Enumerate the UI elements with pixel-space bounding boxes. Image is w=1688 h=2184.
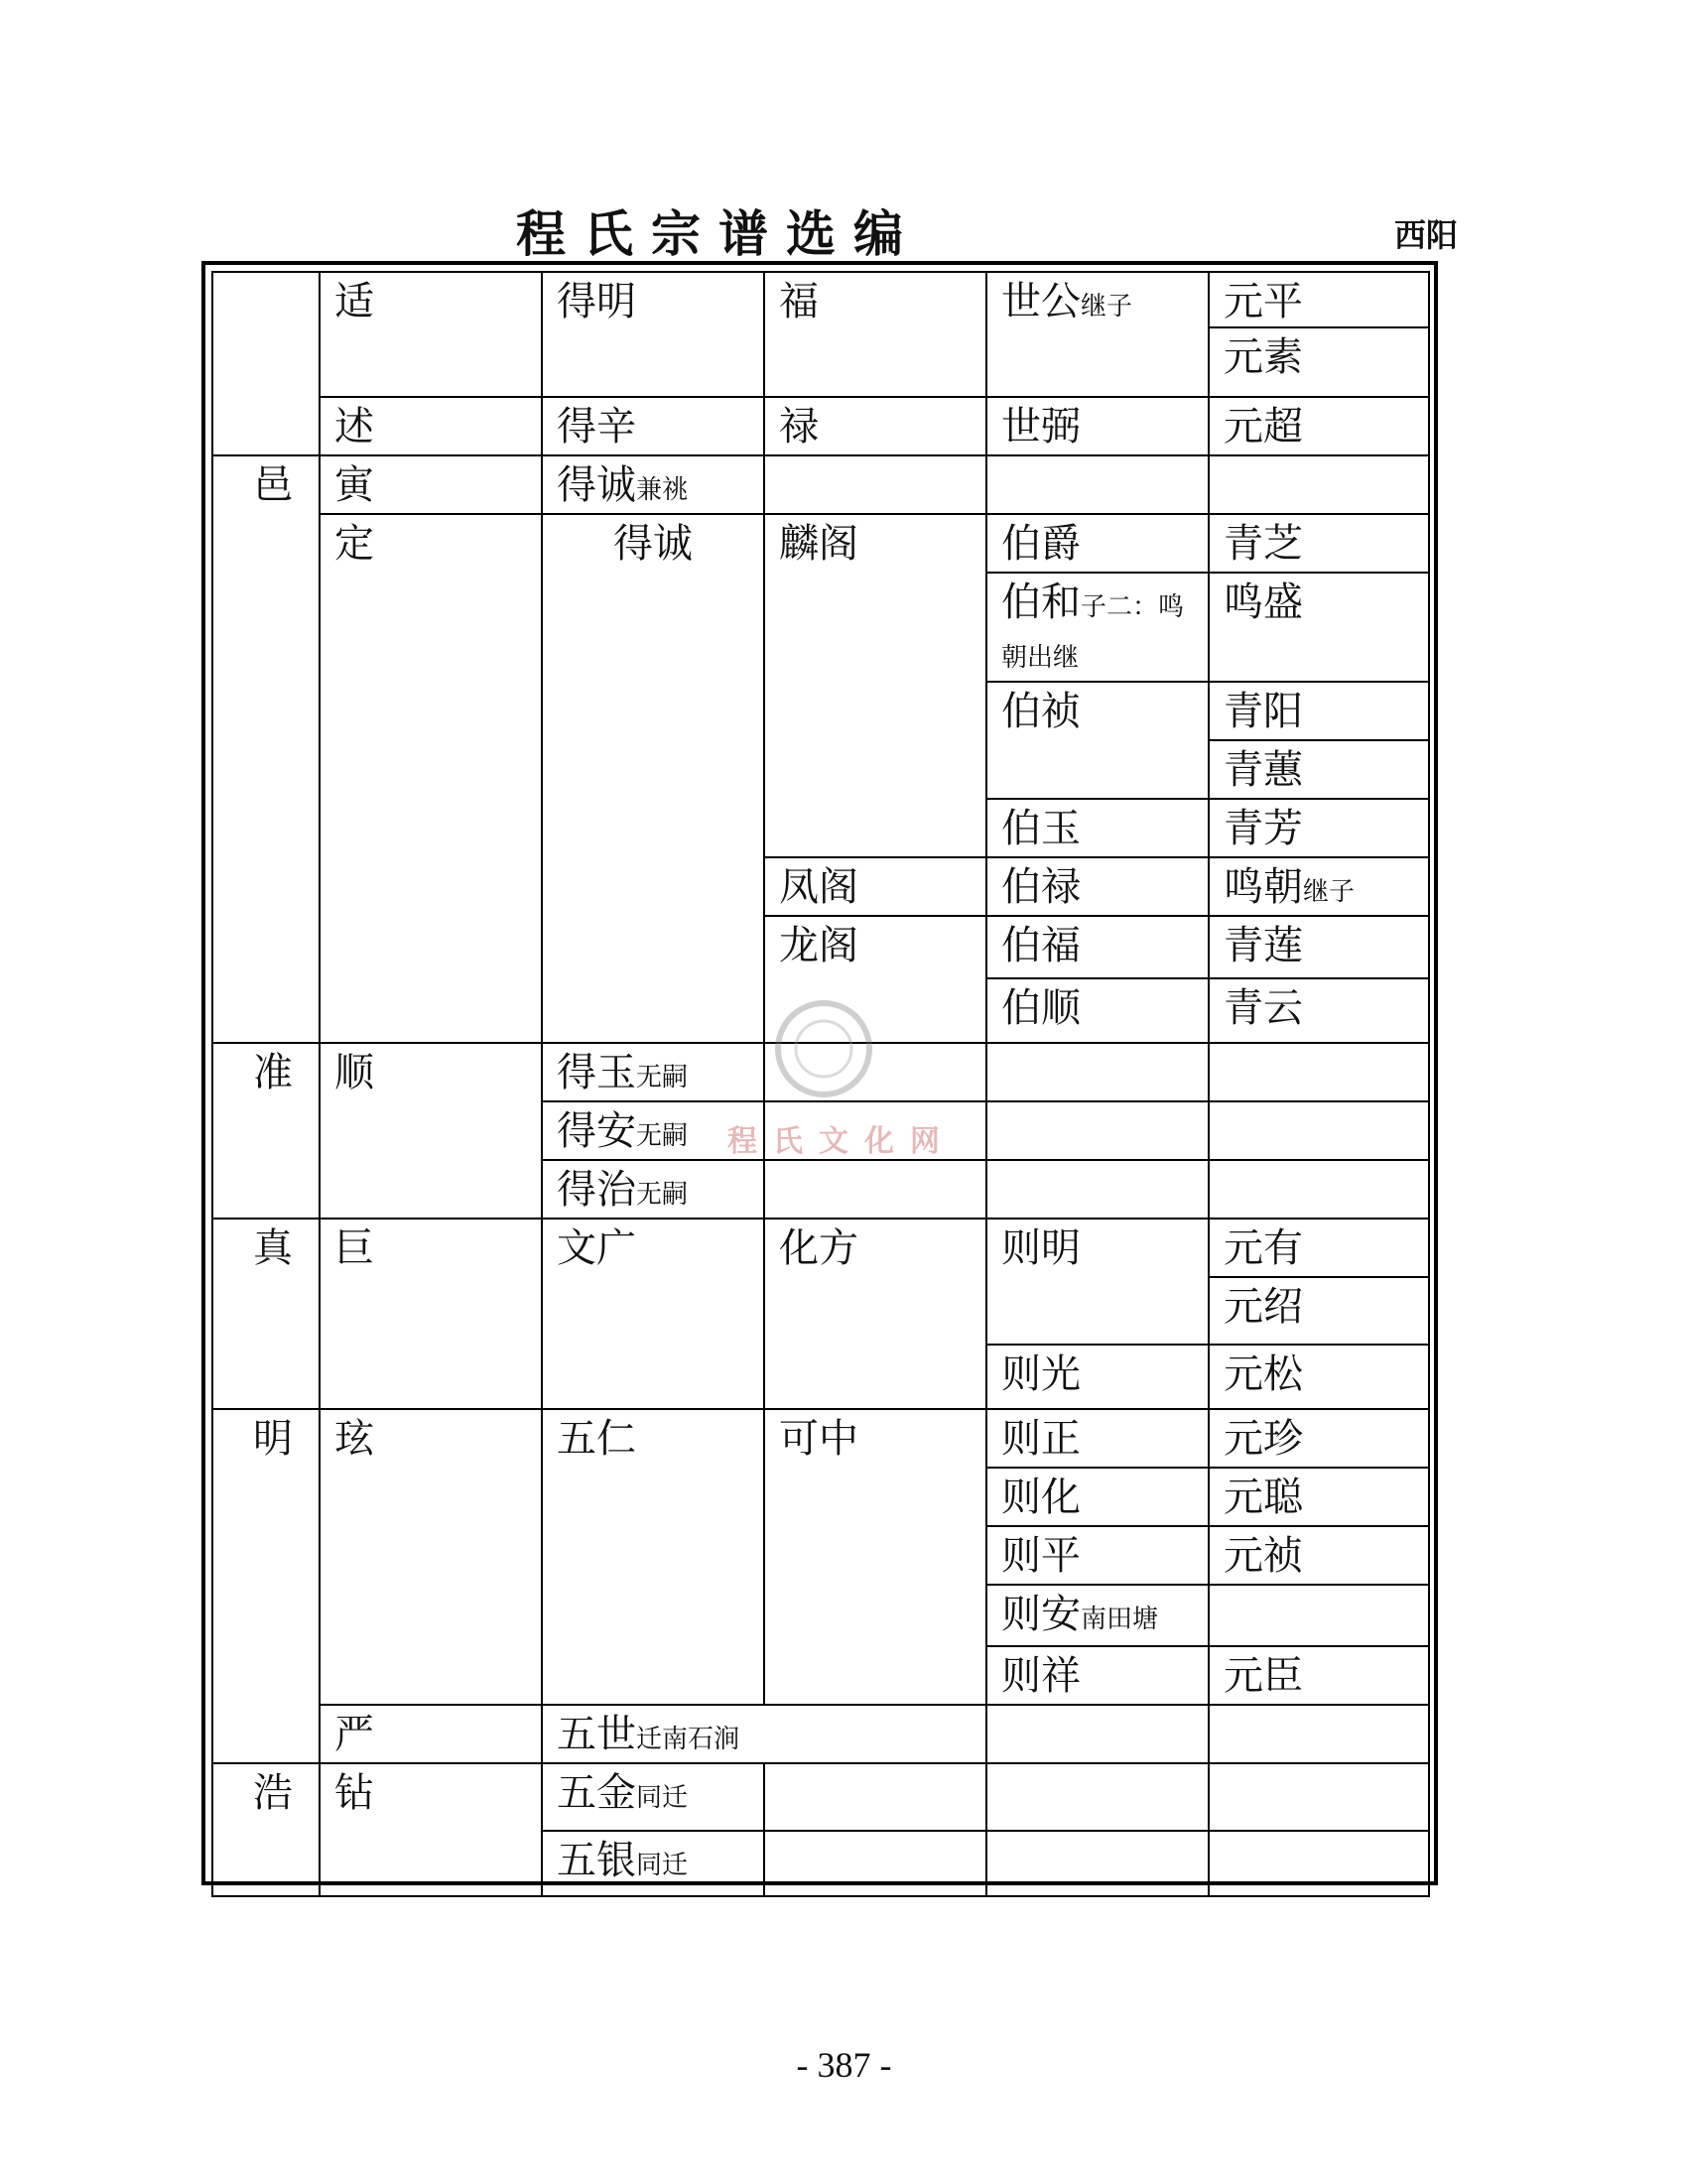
gen5-cell: [986, 1160, 1209, 1219]
gen2-cell: 定: [320, 514, 542, 1043]
gen4-cell: 麟阁: [764, 514, 986, 857]
gen6-cell: 青云: [1209, 978, 1429, 1043]
gen5-cell: 世弼: [986, 397, 1209, 455]
table-row: [212, 1763, 1429, 1831]
gen5-cell: 伯福: [986, 916, 1209, 978]
gen6-cell: 元祯: [1209, 1526, 1429, 1585]
gen5-cell: 伯顺: [986, 978, 1209, 1043]
gen3-cell: 得辛: [542, 397, 764, 455]
gen6-cell: [1209, 1763, 1429, 1831]
gen6-cell: 元绍: [1209, 1277, 1429, 1345]
gen5-cell: [986, 1101, 1209, 1160]
gen4-cell: 龙阁: [764, 916, 986, 1043]
table-row: [212, 1705, 1429, 1763]
page-number: - 387 -: [796, 2045, 892, 2085]
page-title: 程氏宗谱选编: [516, 204, 921, 263]
gen4-cell: 化方: [764, 1219, 986, 1409]
gen3-cell: 得安无嗣: [542, 1101, 764, 1160]
gen6-cell: [1209, 1043, 1429, 1101]
gen6-cell: [1209, 455, 1429, 514]
gen6-cell: [1209, 1705, 1429, 1763]
gen2-cell: 严: [320, 1705, 542, 1763]
gen3-cell: 五金同迁: [542, 1763, 764, 1831]
table-row: [212, 1409, 1429, 1468]
gen3-cell: 得治无嗣: [542, 1160, 764, 1219]
gen6-cell: 元超: [1209, 397, 1429, 455]
gen6-cell: 青阳: [1209, 682, 1429, 740]
gen3-cell: 得明: [542, 272, 764, 397]
gen3-cell: 五世迁南石涧: [542, 1705, 986, 1763]
gen5-cell: [986, 1043, 1209, 1101]
gen6-cell: 元臣: [1209, 1646, 1429, 1705]
gen1-cell: 真: [212, 1219, 320, 1409]
gen4-cell: [764, 1831, 986, 1896]
watermark: [713, 997, 971, 1171]
table-row: [212, 272, 1429, 327]
gen5-cell: 则光: [986, 1345, 1209, 1409]
gen6-cell: [1209, 1831, 1429, 1896]
gen6-cell: 元素: [1209, 327, 1429, 397]
table-row: [212, 514, 1429, 573]
gen6-cell: 鸣朝继子: [1209, 857, 1429, 916]
gen2-cell: 述: [320, 397, 542, 455]
gen5-cell: 伯祯: [986, 682, 1209, 799]
gen3-cell: 得诚兼祧: [542, 455, 764, 514]
gen1-cell: 准: [212, 1043, 320, 1219]
gen6-cell: [1209, 1585, 1429, 1646]
gen2-cell: 顺: [320, 1043, 542, 1219]
gen6-cell: 元聪: [1209, 1468, 1429, 1526]
gen4-cell: 可中: [764, 1409, 986, 1705]
table-row: [212, 1219, 1429, 1277]
gen3-cell: 五仁: [542, 1409, 764, 1705]
gen6-cell: 鸣盛: [1209, 573, 1429, 682]
seal-icon: [713, 997, 971, 1116]
gen1-cell: 明: [212, 1409, 320, 1763]
gen3-cell: 得诚: [542, 514, 764, 1043]
gen5-cell: 则明: [986, 1219, 1209, 1345]
gen2-cell: 巨: [320, 1219, 542, 1409]
gen5-cell: [986, 455, 1209, 514]
gen5-cell: 伯和子二：鸣朝出继: [986, 573, 1209, 682]
gen3-cell: 文广: [542, 1219, 764, 1409]
gen6-cell: 青莲: [1209, 916, 1429, 978]
gen6-cell: 青蕙: [1209, 740, 1429, 799]
gen6-cell: 青芝: [1209, 514, 1429, 573]
gen6-cell: [1209, 1101, 1429, 1160]
gen6-cell: 青芳: [1209, 799, 1429, 857]
gen1-cell: 浩: [212, 1763, 320, 1896]
table-row: [212, 397, 1429, 455]
gen5-cell: 则化: [986, 1468, 1209, 1526]
gen5-cell: 世公继子: [986, 272, 1209, 397]
gen5-cell: 则祥: [986, 1646, 1209, 1705]
gen2-cell: 适: [320, 272, 542, 397]
gen2-cell: 寅: [320, 455, 542, 514]
gen4-cell: 禄: [764, 397, 986, 455]
gen1-cell: [212, 272, 320, 455]
gen4-cell: 福: [764, 272, 986, 397]
gen5-cell: [986, 1705, 1209, 1763]
watermark-text: 程氏文化网: [727, 1124, 956, 1159]
gen2-cell: 钻: [320, 1763, 542, 1896]
gen4-cell: [764, 455, 986, 514]
gen5-cell: 则平: [986, 1526, 1209, 1585]
gen5-cell: 伯禄: [986, 857, 1209, 916]
gen4-cell: [764, 1763, 986, 1831]
gen5-cell: [986, 1763, 1209, 1831]
gen5-cell: [986, 1831, 1209, 1896]
gen6-cell: [1209, 1160, 1429, 1219]
gen6-cell: 元松: [1209, 1345, 1429, 1409]
gen5-cell: 伯爵: [986, 514, 1209, 573]
gen6-cell: 元珍: [1209, 1409, 1429, 1468]
gen1-cell: 邑: [212, 455, 320, 1043]
gen6-cell: 元平: [1209, 272, 1429, 327]
table-row: [212, 455, 1429, 514]
region-label: 西阳: [1394, 216, 1459, 254]
gen5-cell: 则安南田塘: [986, 1585, 1209, 1646]
gen6-cell: 元有: [1209, 1219, 1429, 1277]
gen4-cell: 凤阁: [764, 857, 986, 916]
gen3-cell: 得玉无嗣: [542, 1043, 764, 1101]
gen5-cell: 伯玉: [986, 799, 1209, 857]
gen5-cell: 则正: [986, 1409, 1209, 1468]
gen2-cell: 玹: [320, 1409, 542, 1705]
gen3-cell: 五银同迁: [542, 1831, 764, 1896]
